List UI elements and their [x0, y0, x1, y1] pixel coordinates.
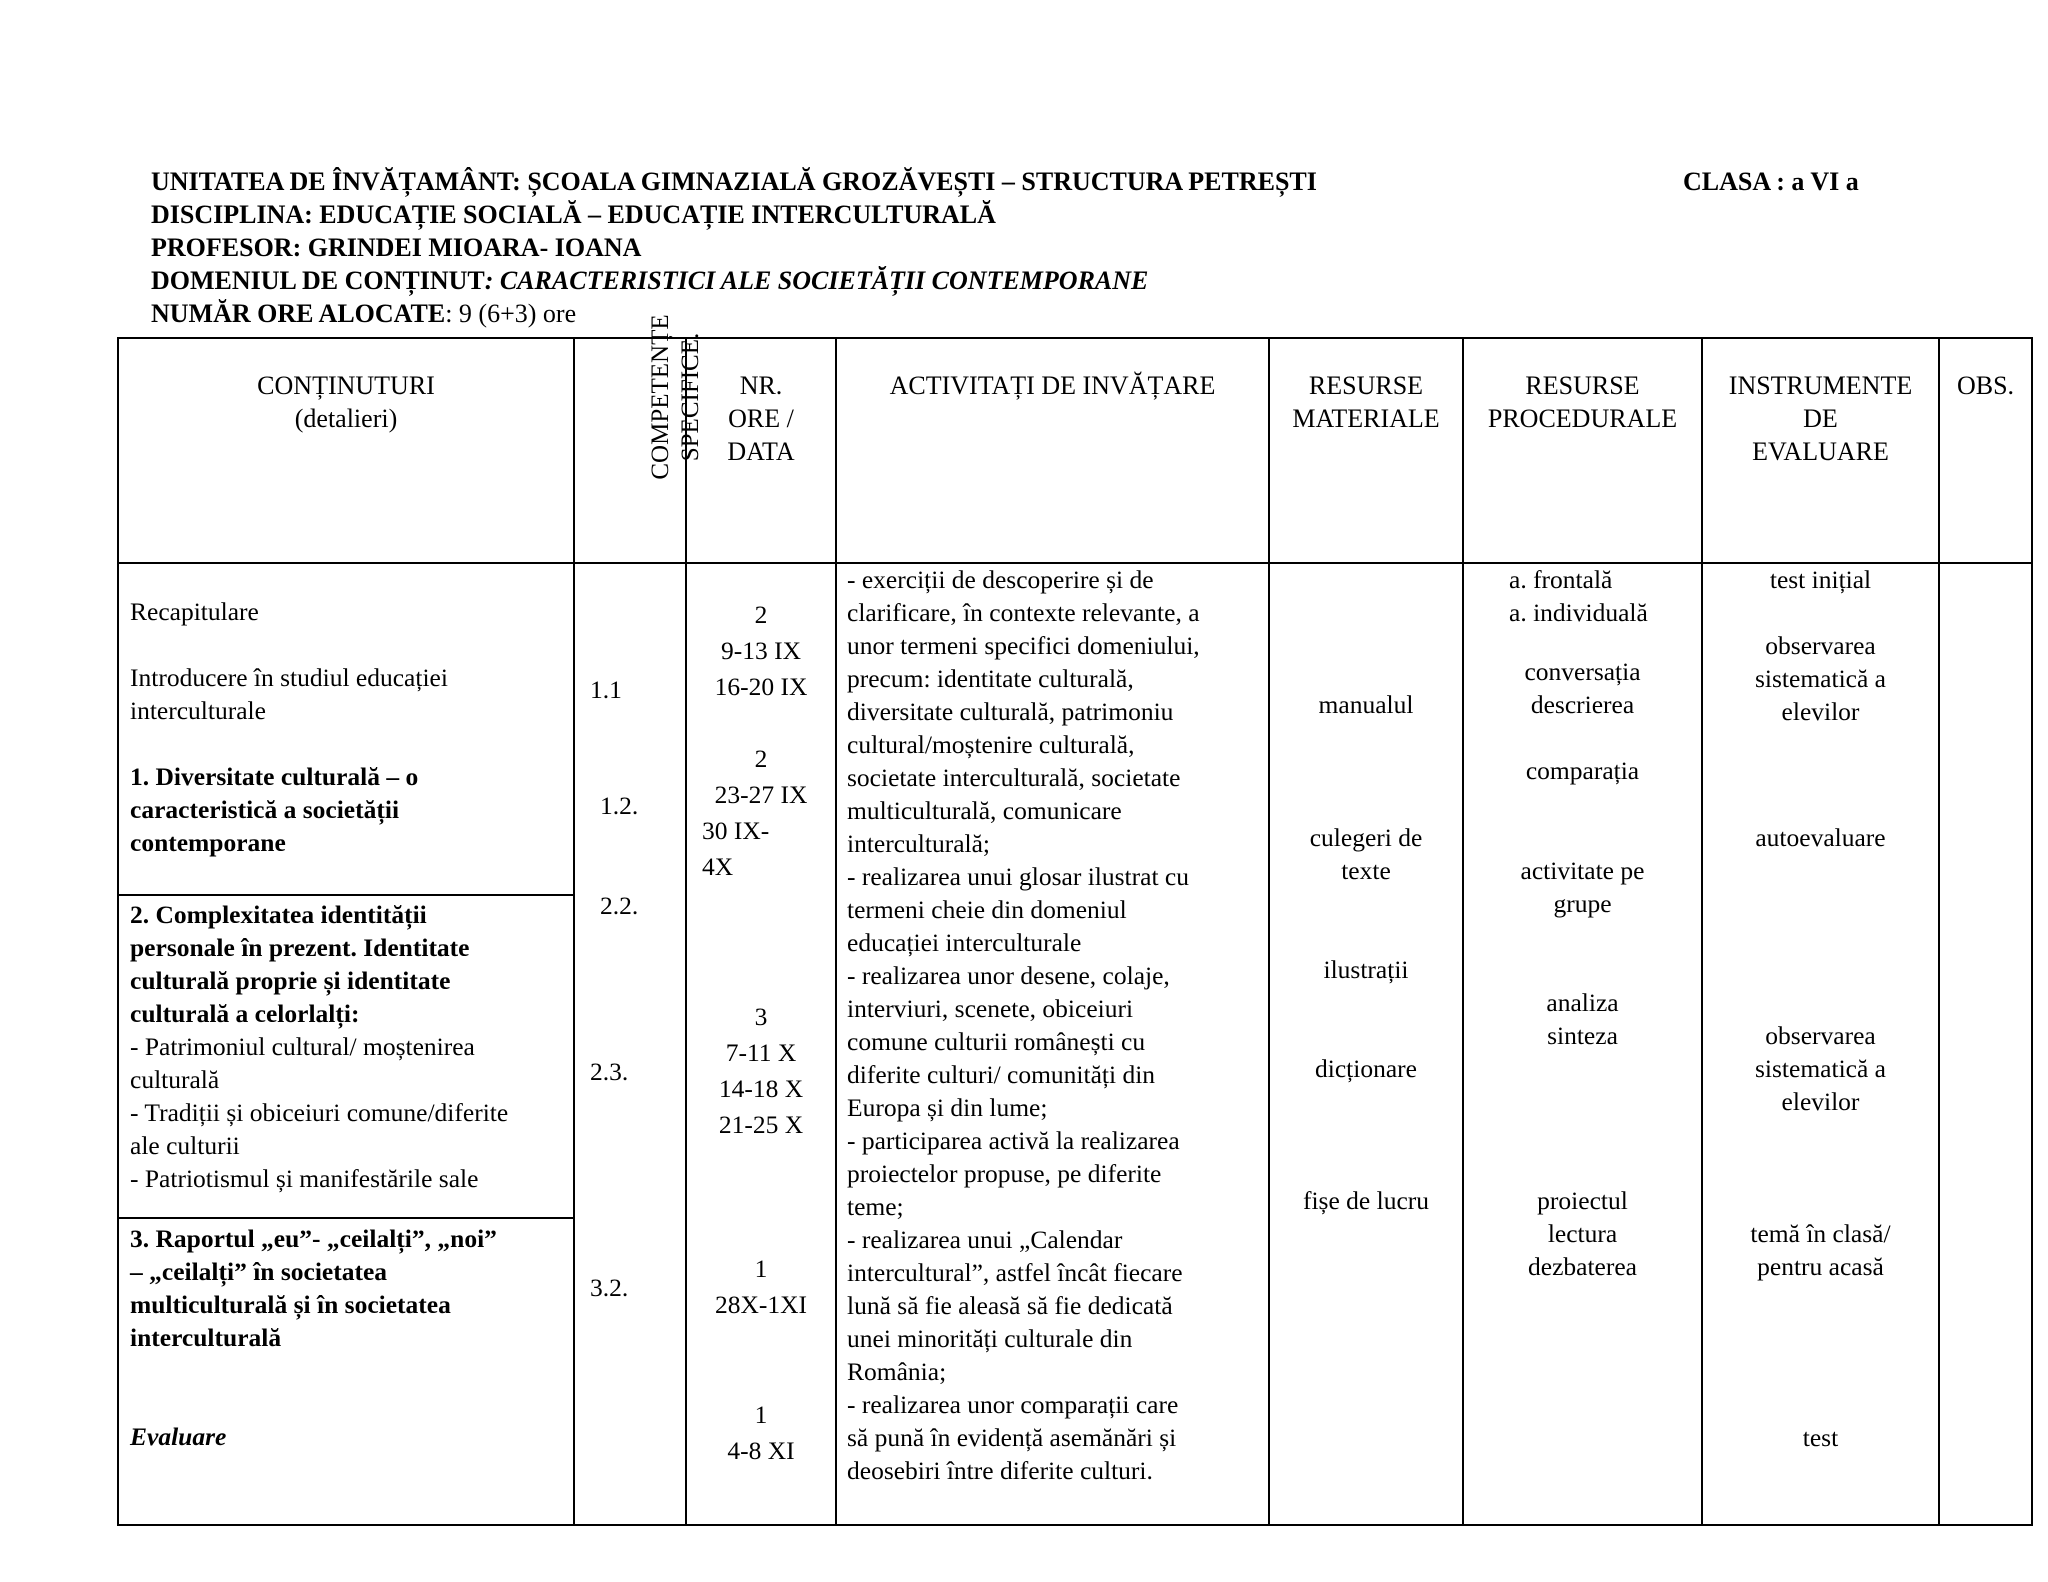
content-section2-line: culturală proprie și identitate — [130, 966, 451, 995]
col-border-5 — [1462, 337, 1464, 1526]
procedural-resource: conversația — [1524, 657, 1641, 686]
header-instrumente-line: DE — [1803, 404, 1838, 433]
header-resurse-materiale-line: RESURSE — [1308, 371, 1424, 400]
content-section2-line: ale culturii — [130, 1131, 240, 1160]
activity-line: unei minorități culturale din — [847, 1324, 1133, 1353]
activity-line: România; — [847, 1357, 947, 1386]
hours-date: 21-25 X — [718, 1110, 804, 1139]
content-section2-line: personale în prezent. Identitate — [130, 933, 470, 962]
procedural-resource: sinteza — [1547, 1021, 1618, 1050]
competence-item: 1.2. — [600, 791, 639, 820]
activity-line: termeni cheie din domeniul — [847, 895, 1127, 924]
hours-count: 2 — [754, 600, 768, 629]
class-label: CLASA : a VI a — [1683, 167, 1859, 196]
procedural-resource: descrierea — [1530, 690, 1635, 719]
activity-line: proiectelor propuse, pe diferite — [847, 1159, 1162, 1188]
content-section2-line: - Tradiții și obiceiuri comune/diferite — [130, 1098, 509, 1127]
evaluation-tool: temă în clasă/ — [1750, 1219, 1891, 1248]
header-nr-ore — [687, 369, 835, 468]
material-resource: manualul — [1318, 690, 1414, 719]
hours-date: 16-20 IX — [714, 672, 808, 701]
hours-value: : 9 (6+3) ore — [445, 299, 577, 328]
activity-line: - realizarea unor comparații care — [847, 1390, 1179, 1419]
content-section3-line: – „ceilalți” în societatea — [130, 1257, 388, 1286]
evaluation-tool: test — [1802, 1423, 1839, 1452]
content-section2-line: - Patriotismul și manifestările sale — [130, 1164, 479, 1193]
procedural-resource: dezbaterea — [1528, 1252, 1637, 1281]
competence-item: 2.3. — [590, 1057, 629, 1086]
competence-item: 2.2. — [600, 891, 639, 920]
header-continuturi-line: CONȚINUTURI — [257, 371, 435, 400]
content-intro-line: interculturale — [130, 696, 266, 725]
hours-count: 1 — [754, 1400, 768, 1429]
activity-line: - realizarea unor desene, colaje, — [847, 961, 1170, 990]
header-nr-ore-line: DATA — [727, 437, 795, 466]
header-resurse-procedurale-line: PROCEDURALE — [1487, 404, 1678, 433]
header-obs-line: OBS. — [1956, 371, 2015, 400]
activity-line: precum: identitate culturală, — [847, 664, 1134, 693]
procedural-resource: proiectul — [1537, 1186, 1628, 1215]
procedural-resource: a. frontală — [1509, 565, 1613, 594]
header-competente-line: COMPETENȚE — [647, 314, 674, 480]
content-section1-line: 1. Diversitate culturală – o — [130, 762, 419, 791]
evaluation-tool: sistematică a — [1755, 664, 1886, 693]
activity-line: cultural/moștenire culturală, — [847, 730, 1135, 759]
material-resource: texte — [1341, 856, 1391, 885]
evaluation-tool: elevilor — [1781, 697, 1860, 726]
content-section3-line: interculturală — [130, 1323, 282, 1352]
hours-date: 7-11 X — [725, 1038, 797, 1067]
activity-line: interculturală; — [847, 829, 991, 858]
content-intro-line: Introducere în studiul educației — [130, 663, 448, 692]
hours-date: 14-18 X — [718, 1074, 804, 1103]
activity-line: educației interculturale — [847, 928, 1082, 957]
procedural-resource: grupe — [1553, 889, 1612, 918]
material-resource: fișe de lucru — [1302, 1186, 1430, 1215]
material-resource: culegeri de — [1309, 823, 1423, 852]
content-section2-line: 2. Complexitatea identității — [130, 900, 427, 929]
hours-count: 3 — [754, 1002, 768, 1031]
activity-line: - realizarea unui glosar ilustrat cu — [847, 862, 1189, 891]
competence-item: 3.2. — [590, 1273, 629, 1302]
hours-label: NUMĂR ORE ALOCATE — [151, 299, 446, 328]
content-section2-line: - Patrimoniul cultural/ moștenirea — [130, 1032, 475, 1061]
procedural-resource: comparația — [1525, 756, 1640, 785]
content-section1-line: contemporane — [130, 828, 286, 857]
evaluation-tool: autoevaluare — [1755, 823, 1886, 852]
content-section3-line: 3. Raportul „eu”- „ceilalți”, „noi” — [130, 1224, 497, 1253]
col-border-0 — [117, 337, 119, 1526]
header-nr-ore-line: NR. — [739, 371, 783, 400]
hours-line — [151, 299, 576, 329]
activity-line: - exerciții de descoperire și de — [847, 565, 1154, 594]
row-divider-2 — [117, 1217, 575, 1219]
evaluation-tool: test inițial — [1769, 565, 1872, 594]
activity-line: să pună în evidență asemănări și — [847, 1423, 1177, 1452]
hours-count: 1 — [754, 1254, 768, 1283]
content-section3-line: multiculturală și în societatea — [130, 1290, 451, 1319]
activity-line: diversitate culturală, patrimoniu — [847, 697, 1174, 726]
col-border-8 — [2031, 337, 2033, 1526]
activity-line: - realizarea unui „Calendar — [847, 1225, 1123, 1254]
content-evaluare: Evaluare — [130, 1422, 227, 1451]
hours-date: 23-27 IX — [714, 780, 808, 809]
activity-line: interviuri, scenete, obiceiuri — [847, 994, 1134, 1023]
header-continuturi-line: (detalieri) — [294, 404, 398, 433]
procedural-resource: analiza — [1546, 988, 1619, 1017]
content-recapitulare: Recapitulare — [130, 597, 259, 626]
header-continuturi — [119, 369, 573, 435]
hours-date: 9-13 IX — [720, 636, 802, 665]
hours-date: 4-8 XI — [727, 1436, 795, 1465]
evaluation-tool: observarea — [1765, 1021, 1876, 1050]
col-border-2 — [685, 337, 687, 1526]
procedural-resource: a. individuală — [1509, 598, 1648, 627]
col-border-4 — [1268, 337, 1270, 1526]
activity-line: comune culturii românești cu — [847, 1027, 1146, 1056]
header-instrumente-line: EVALUARE — [1752, 437, 1889, 466]
header-activitati-line: ACTIVITAȚI DE INVĂȚARE — [889, 371, 1216, 400]
header-instrumente — [1703, 369, 1938, 468]
hours-date: 4X — [702, 852, 734, 881]
activity-line: teme; — [847, 1192, 904, 1221]
header-resurse-procedurale — [1464, 369, 1701, 435]
evaluation-tool: observarea — [1765, 631, 1876, 660]
activity-line: deosebiri între diferite culturi. — [847, 1456, 1153, 1485]
evaluation-tool: sistematică a — [1755, 1054, 1886, 1083]
activity-line: intercultural”, astfel încât fiecare — [847, 1258, 1183, 1287]
competence-item: 1.1 — [590, 675, 622, 704]
activity-line: - participarea activă la realizarea — [847, 1126, 1180, 1155]
hours-date: 28X-1XI — [714, 1290, 808, 1319]
row-divider-1 — [117, 894, 575, 896]
content-section2-line: culturală a celorlalți: — [130, 999, 360, 1028]
school-value: ȘCOALA GIMNAZIALĂ GROZĂVEȘTI – STRUCTURA PETREȘTI — [520, 167, 1317, 196]
activity-line: multiculturală, comunicare — [847, 796, 1122, 825]
table-bottom-border — [117, 1524, 2033, 1526]
activity-line: clarificare, în contexte relevante, a — [847, 598, 1200, 627]
col-border-7 — [1938, 337, 1940, 1526]
teacher-line: PROFESOR: GRINDEI MIOARA- IOANA — [151, 233, 642, 262]
col-border-1 — [573, 337, 575, 1526]
hours-date: 30 IX- — [702, 816, 770, 845]
material-resource: ilustrații — [1323, 955, 1409, 984]
discipline-line: DISCIPLINA: EDUCAȚIE SOCIALĂ – EDUCAȚIE INTERCULTURALĂ — [151, 200, 996, 229]
domain-value: : CARACTERISTICI ALE SOCIETĂȚII CONTEMPORANE — [484, 266, 1149, 295]
hours-count: 2 — [754, 744, 768, 773]
header-resurse-materiale-line: MATERIALE — [1292, 404, 1440, 433]
evaluation-tool: elevilor — [1781, 1087, 1860, 1116]
procedural-resource: activitate pe — [1520, 856, 1645, 885]
content-section2-line: culturală — [130, 1065, 220, 1094]
activity-line: lună să fie aleasă să fie dedicată — [847, 1291, 1173, 1320]
domain-line — [151, 266, 1148, 296]
content-section1-line: caracteristică a societății — [130, 795, 400, 824]
header-competente-line: SPECIFICE. — [677, 332, 704, 462]
procedural-resource: lectura — [1547, 1219, 1618, 1248]
col-border-6 — [1701, 337, 1703, 1526]
header-activitati — [837, 369, 1268, 402]
header-obs — [1940, 369, 2031, 402]
material-resource: dicționare — [1315, 1054, 1417, 1083]
evaluation-tool: pentru acasă — [1757, 1252, 1884, 1281]
table-top-border — [117, 337, 2033, 339]
school-label: UNITATEA DE ÎNVĂȚAMÂNT: — [151, 167, 521, 196]
col-border-3 — [835, 337, 837, 1526]
domain-label: DOMENIUL DE CONȚINUT — [151, 266, 485, 295]
activity-line: Europa și din lume; — [847, 1093, 1048, 1122]
school-line — [151, 167, 1317, 197]
activity-line: diferite culturi/ comunități din — [847, 1060, 1156, 1089]
header-nr-ore-line: ORE / — [728, 404, 794, 433]
header-instrumente-line: INSTRUMENTE — [1728, 371, 1913, 400]
header-resurse-procedurale-line: RESURSE — [1525, 371, 1640, 400]
activity-line: unor termeni specifici domeniului, — [847, 631, 1200, 660]
header-resurse-materiale — [1270, 369, 1462, 435]
activity-line: societate interculturală, societate — [847, 763, 1181, 792]
